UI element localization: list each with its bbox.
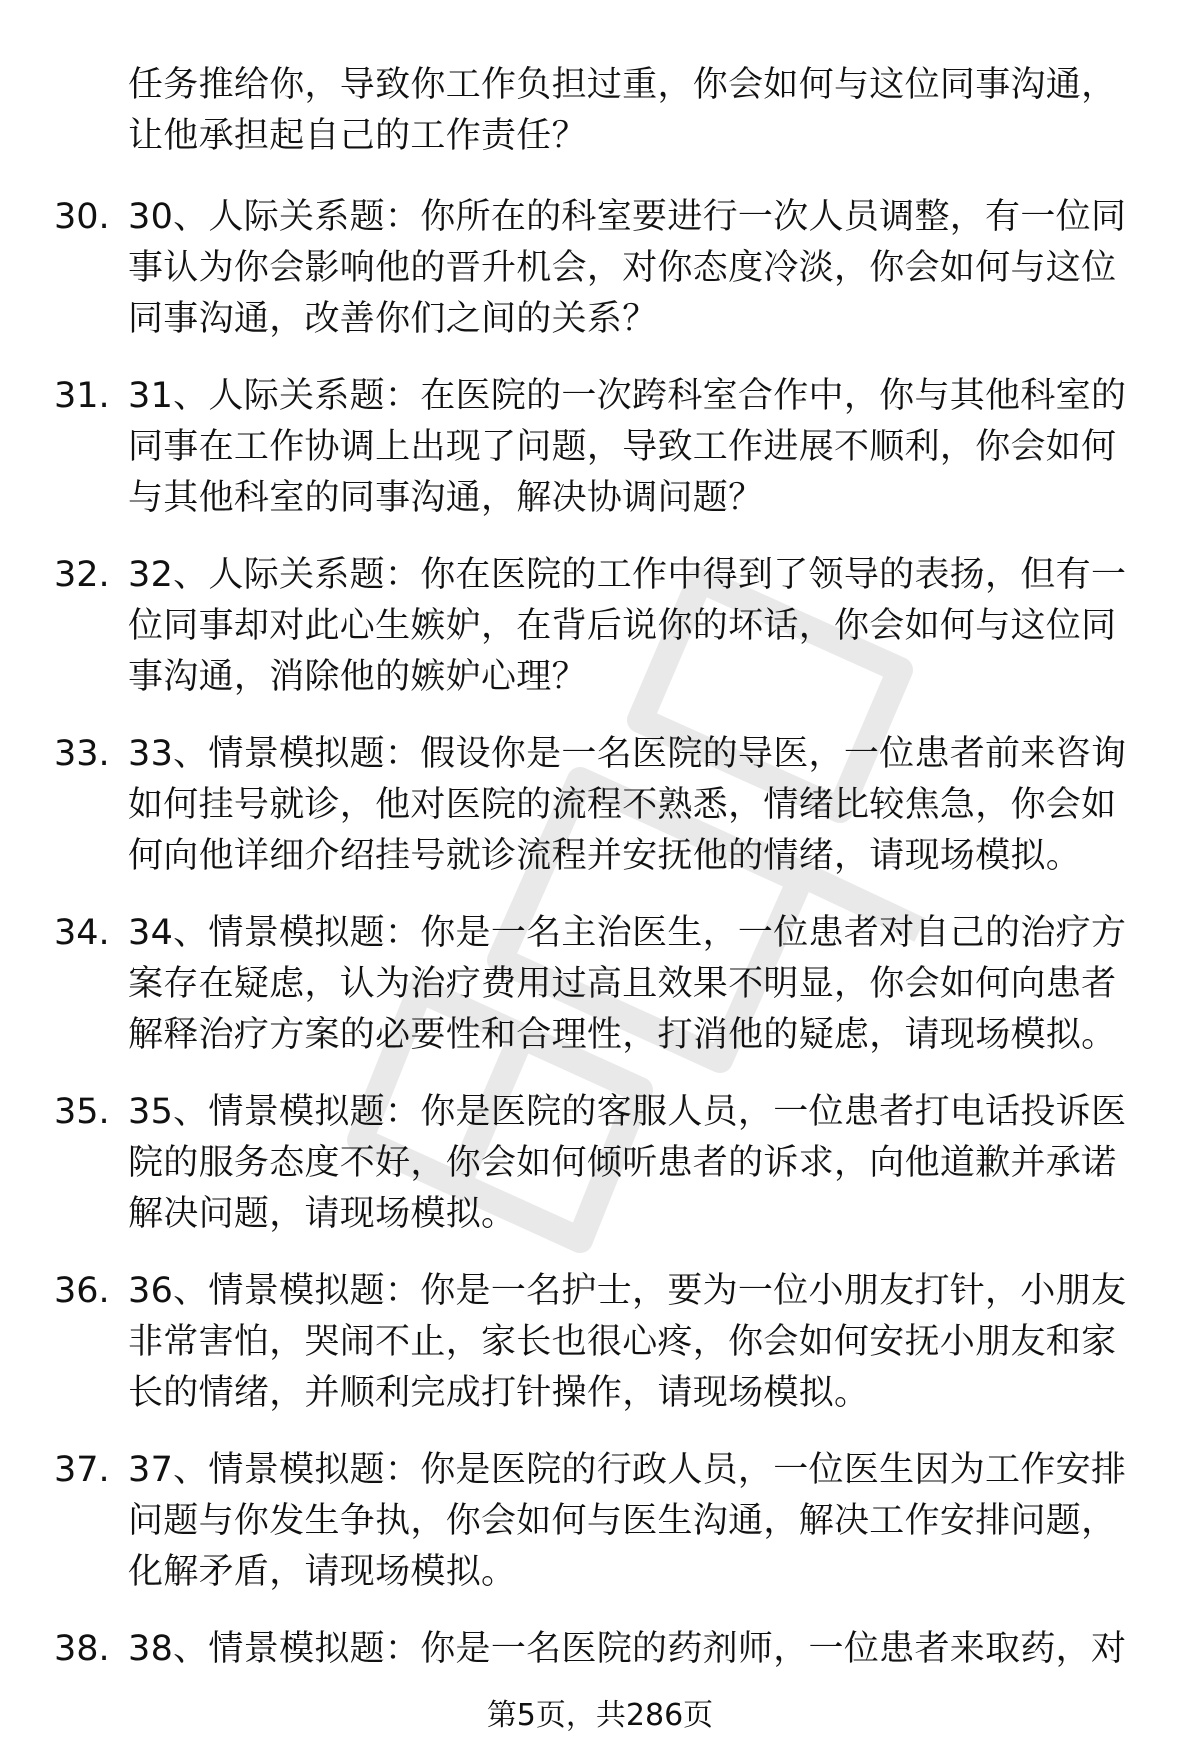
question-list [0,192,1200,1701]
question-text: 35、情景模拟题：你是医院的客服人员，一位患者打电话投诉医院的服务态度不好，你会如何倾听患者的诉求，向他道歉并承诺解决问题，请现场模拟。 [128,1092,1127,1234]
question-text: 32、人际关系题：你在医院的工作中得到了领导的表扬，但有一位同事却对此心生嫉妒，在背后说你的坏话，你会如何与这位同事沟通，消除他的嫉妒心理？ [128,555,1127,697]
question-item [0,550,1200,703]
question-text: 30、人际关系题：你所在的科室要进行一次人员调整，有一位同事认为你会影响他的晋升机会，对你态度冷淡，你会如何与这位同事沟通，改善你们之间的关系？ [128,197,1127,339]
question-item [0,1445,1200,1598]
continuation-paragraph: 任务推给你，导致你工作负担过重，你会如何与这位同事沟通，让他承担起自己的工作责任？ [128,65,1117,156]
question-number: 38. [54,1629,110,1669]
question-item [0,1266,1200,1419]
question-number: 31. [54,376,110,416]
question-number: 35. [54,1092,110,1132]
question-text: 37、情景模拟题：你是医院的行政人员，一位医生因为工作安排问题与你发生争执，你会如何与医生沟通，解决工作安排问题，化解矛盾，请现场模拟。 [128,1450,1127,1592]
question-text: 31、人际关系题：在医院的一次跨科室合作中，你与其他科室的同事在工作协调上出现了问题，导致工作进展不顺利，你会如何与其他科室的同事沟通，解决协调问题？ [128,376,1127,518]
question-number: 37. [54,1450,110,1490]
question-item [0,1624,1200,1675]
question-number: 32. [54,555,110,595]
question-item [0,371,1200,524]
question-item [0,192,1200,345]
question-text: 38、情景模拟题：你是一名医院的药剂师，一位患者来取药，对 [128,1629,1127,1669]
question-item [0,1087,1200,1240]
question-text: 36、情景模拟题：你是一名护士，要为一位小朋友打针，小朋友非常害怕，哭闹不止，家长也很心疼，你会如何安抚小朋友和家长的情绪，并顺利完成打针操作，请现场模拟。 [128,1271,1127,1413]
question-item [0,729,1200,882]
question-text: 33、情景模拟题：假设你是一名医院的导医，一位患者前来咨询如何挂号就诊，他对医院的流程不熟悉，情绪比较焦急，你会如何向他详细介绍挂号就诊流程并安抚他的情绪，请现场模拟。 [128,734,1127,876]
question-number: 33. [54,734,110,774]
question-number: 34. [54,913,110,953]
question-text: 34、情景模拟题：你是一名主治医生，一位患者对自己的治疗方案存在疑虑，认为治疗费用过高且效果不明显，你会如何向患者解释治疗方案的必要性和合理性，打消他的疑虑，请现场模拟。 [128,913,1127,1055]
page-footer: 第5页，共286页 [486,1698,714,1733]
question-number: 36. [54,1271,110,1311]
question-number: 30. [54,197,110,237]
question-item [0,908,1200,1061]
